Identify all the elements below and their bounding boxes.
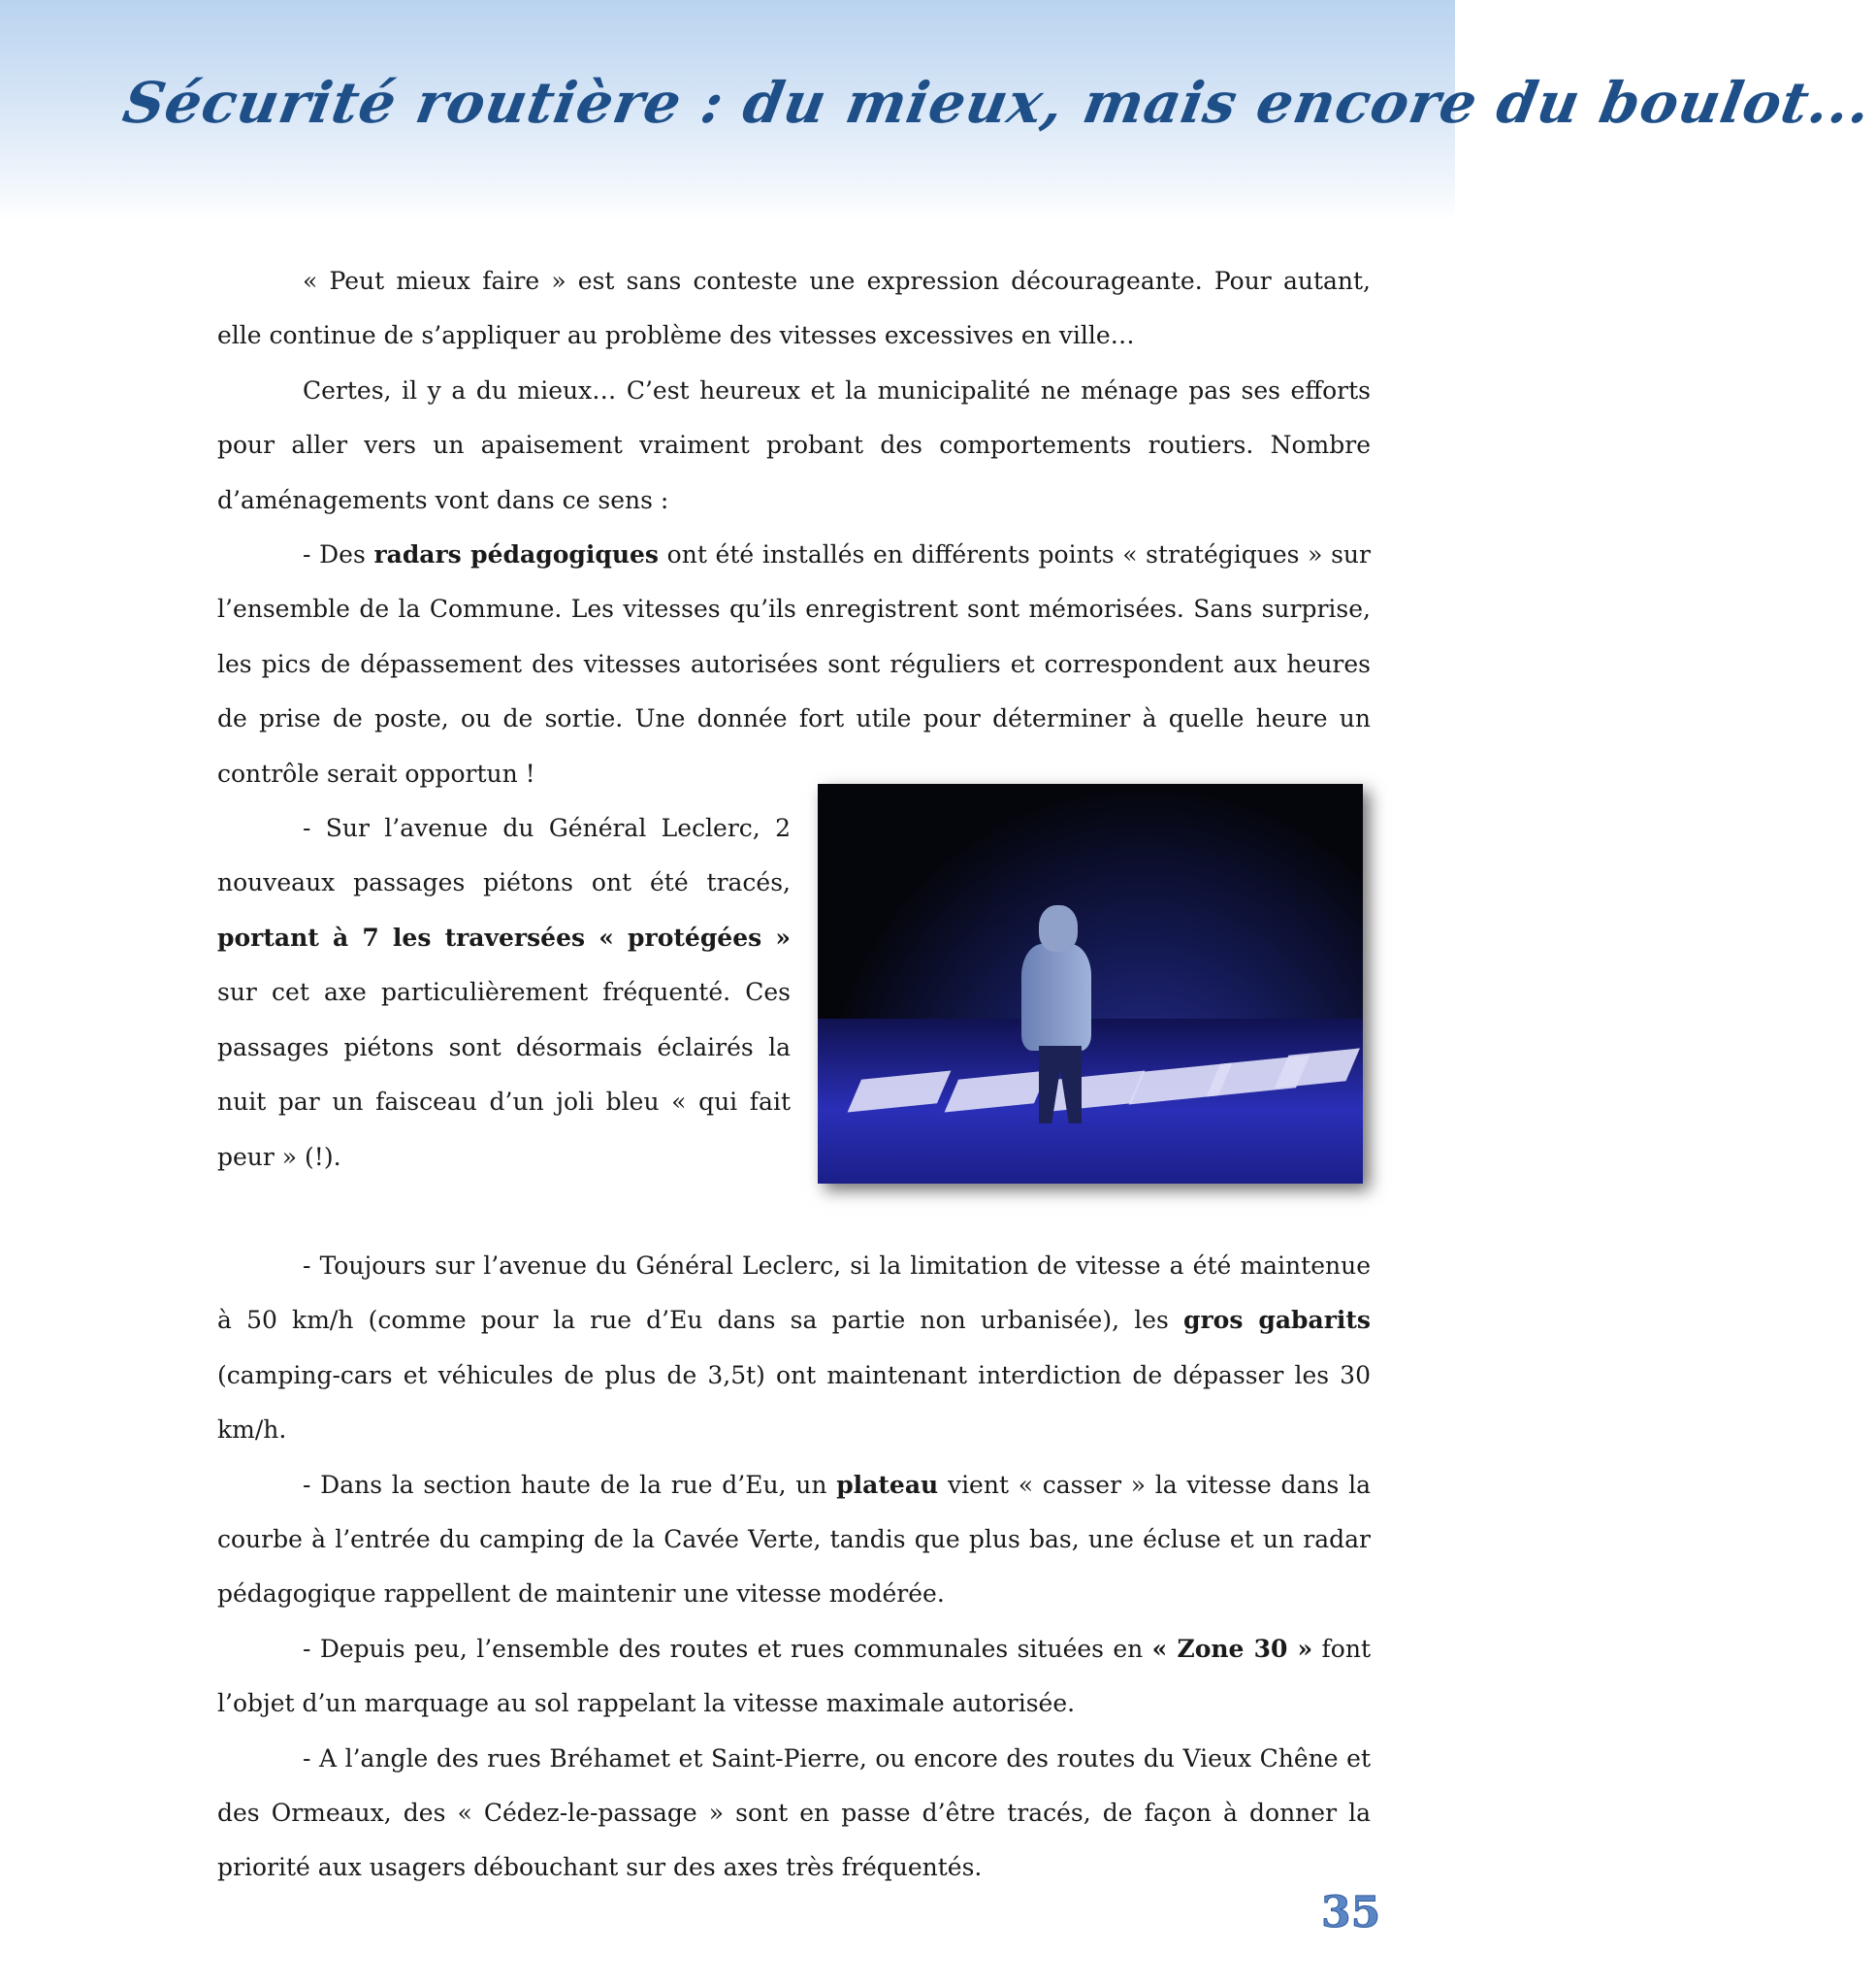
paragraph-give-way: - A l’angle des rues Bréhamet et Saint-Pierre, ou encore des routes du Vieux Chêne et des Ormeaux, des « Cédez-le-passage » sont en passe d’être tracés, de façon à donner la priorité aux usagers débouchant sur des axes très fréquentés.	[217, 1743, 1371, 1882]
text-segment: - Depuis peu, l’ensemble des routes et rues communales situées en	[303, 1634, 1152, 1663]
paragraph-intro: « Peut mieux faire » est sans conteste une expression décourageante. Pour autant, elle continue de s’appliquer au problème des vitesses excessives en ville…	[217, 267, 1371, 350]
text-segment: (camping-cars et véhicules de plus de 3,5t) ont maintenant interdiction de dépasser les 30 km/h.	[217, 1360, 1371, 1445]
pedestrian-figure	[1021, 944, 1091, 1051]
pedestrian-hood	[1039, 905, 1078, 952]
paragraph-zone30	[217, 1622, 1371, 1732]
text-segment: sur cet axe particulièrement fréquenté. Ces passages piétons sont désormais éclairés la nuit par un faisceau d’un joli bleu « qui fait peur » (!).	[217, 978, 791, 1171]
page-number: 35	[1321, 1888, 1381, 1937]
header-banner	[0, 0, 1876, 221]
paragraph-crossings	[217, 801, 791, 1185]
bold-zone30: « Zone 30 »	[1151, 1634, 1313, 1663]
bold-crossings: portant à 7 les traversées « protégées »	[217, 923, 791, 952]
bold-gabarits: gros gabarits	[1183, 1306, 1371, 1335]
text-segment: - Dans la section haute de la rue d’Eu, un	[303, 1470, 837, 1499]
night-crosswalk-photo	[818, 784, 1363, 1184]
paragraph-context: Certes, il y a du mieux… C’est heureux et la municipalité ne ménage pas ses efforts pour aller vers un apaisement vraiment probant des comportements routiers. Nombre d’aménagements vont dans ce sens :	[217, 375, 1371, 514]
text-segment: - Des	[303, 540, 374, 569]
page-title: Sécurité routière : du mieux, mais encore du boulot...	[118, 70, 1876, 136]
paragraph-plateau	[217, 1458, 1371, 1622]
text-segment: ont été installés en différents points « stratégiques » sur l’ensemble de la Commune. Les vitesses qu’ils enregistrent sont mémorisées. Sans surprise, les pics de dépassement des vitesses autorisées sont réguliers et correspondent aux heures de prise de poste, ou de sortie. Une donnée fort utile pour déterminer à quelle heure un contrôle serait opportun !	[217, 540, 1371, 788]
text-segment: vient « casser » la vitesse dans la courbe à l’entrée du camping de la Cavée Verte, tandis que plus bas, une écluse et un radar pédagogique rappellent de maintenir une vitesse modérée.	[217, 1470, 1371, 1609]
spacer	[217, 1185, 1371, 1239]
bold-plateau: plateau	[836, 1470, 939, 1499]
bold-radars: radars pédagogiques	[373, 540, 660, 569]
text-segment: - Sur l’avenue du Général Leclerc, 2 nouveaux passages piétons ont été tracés,	[217, 814, 791, 897]
paragraph-heavy-vehicles	[217, 1239, 1371, 1458]
text-segment: font l’objet d’un marquage au sol rappelant la vitesse maximale autorisée.	[217, 1634, 1371, 1718]
paragraph-radars	[217, 528, 1371, 801]
text-segment: - Toujours sur l’avenue du Général Leclerc, si la limitation de vitesse a été maintenue à 50 km/h (comme pour la rue d’Eu dans sa partie non urbanisée), les	[217, 1251, 1371, 1335]
